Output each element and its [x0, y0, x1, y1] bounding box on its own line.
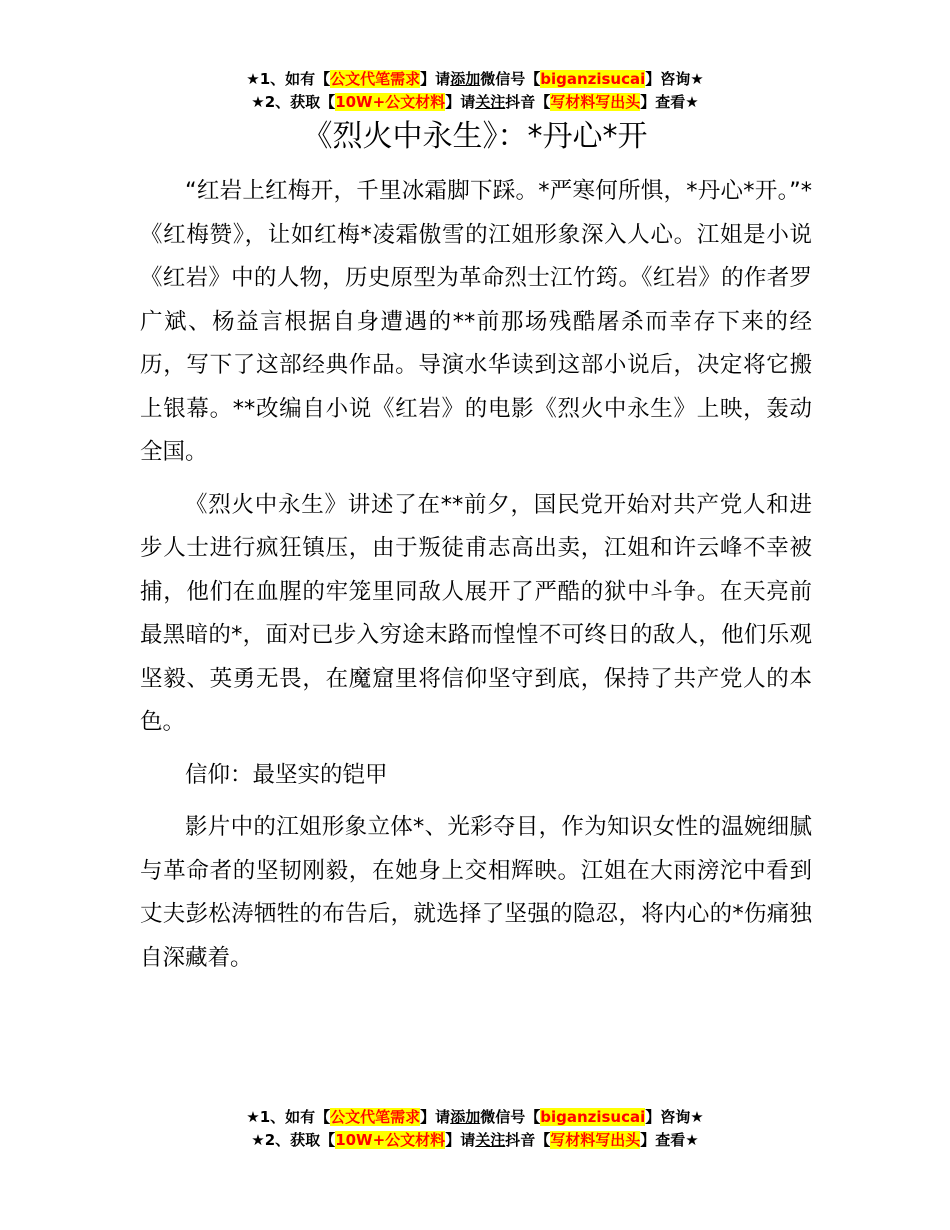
promo-text: ★2、获取【 [251, 93, 336, 111]
promo-text: 】查看★ [640, 1131, 699, 1149]
highlight-service: 公文代笔需求 [330, 1108, 421, 1126]
highlight-douyin-account: 写材料写出头 [550, 1131, 641, 1149]
promo-line-2 [0, 1129, 950, 1152]
promo-line-1 [0, 68, 950, 91]
promo-text: ★1、如有【 [246, 1108, 331, 1126]
promo-text: ★1、如有【 [246, 70, 331, 88]
promo-text: 微信号【 [480, 1108, 541, 1126]
promo-line-1 [0, 1106, 950, 1129]
promo-text: 】请 [420, 70, 451, 88]
promo-text: 抖音【 [505, 93, 551, 111]
section-heading: 信仰：最坚实的铠甲 [185, 761, 388, 788]
promo-text: 】请 [445, 1131, 476, 1149]
underlined-text: 关注 [475, 93, 506, 111]
promo-text: 微信号【 [480, 70, 541, 88]
promo-text: 】查看★ [640, 93, 699, 111]
footer-banner [0, 1106, 950, 1152]
highlight-wechat-id: biganzisucai [540, 1108, 646, 1126]
promo-text: 抖音【 [505, 1131, 551, 1149]
underlined-text: 添加 [450, 1108, 481, 1126]
promo-line-2 [0, 91, 950, 114]
underlined-text: 添加 [450, 70, 481, 88]
promo-text: 】咨询★ [645, 1108, 704, 1126]
highlight-materials: 10W+公文材料 [335, 93, 446, 111]
document-title: 《烈火中永生》：*丹心*开 [302, 119, 648, 154]
body-paragraph: 影片中的江姐形象立体*、光彩夺目，作为知识女性的温婉细腻与革命者的坚韧刚毅，在她身上交相辉映。江姐在大雨滂沱中看到丈夫彭松涛牺牲的布告后，就选择了坚强的隐忍，将内心的*伤痛独自深藏着。 [140, 814, 812, 971]
highlight-materials: 10W+公文材料 [335, 1131, 446, 1149]
highlight-wechat-id: biganzisucai [540, 70, 646, 88]
document-body [140, 170, 812, 989]
highlight-douyin-account: 写材料写出头 [550, 93, 641, 111]
promo-text: 】咨询★ [645, 70, 704, 88]
body-paragraph: 《烈火中永生》讲述了在**前夕，国民党开始对共产党人和进步人士进行疯狂镇压，由于叛徒甫志高出卖，江姐和许云峰不幸被捕，他们在血腥的牢笼里同敌人展开了严酷的狱中斗争。在天亮前最黑暗的*，面对已步入穷途末路而惶惶不可终日的敌人，他们乐观坚毅、英勇无畏，在魔窟里将信仰坚守到底，保持了共产党人的本色。 [140, 491, 812, 735]
header-banner [0, 68, 950, 114]
body-paragraph: “红岩上红梅开，千里冰霜脚下踩。*严寒何所惧，*丹心*开。”*《红梅赞》，让如红梅*凌霜傲雪的江姐形象深入人心。江姐是小说《红岩》中的人物，历史原型为革命烈士江竹筠。《红岩》的作者罗广斌、杨益言根据自身遭遇的**前那场残酷屠杀而幸存下来的经历，写下了这部经典作品。导演水华读到这部小说后，决定将它搬上银幕。**改编自小说《红岩》的电影《烈火中永生》上映，轰动全国。 [140, 178, 812, 465]
underlined-text: 关注 [475, 1131, 506, 1149]
promo-text: 】请 [420, 1108, 451, 1126]
promo-text: 】请 [445, 93, 476, 111]
highlight-service: 公文代笔需求 [330, 70, 421, 88]
promo-text: ★2、获取【 [251, 1131, 336, 1149]
